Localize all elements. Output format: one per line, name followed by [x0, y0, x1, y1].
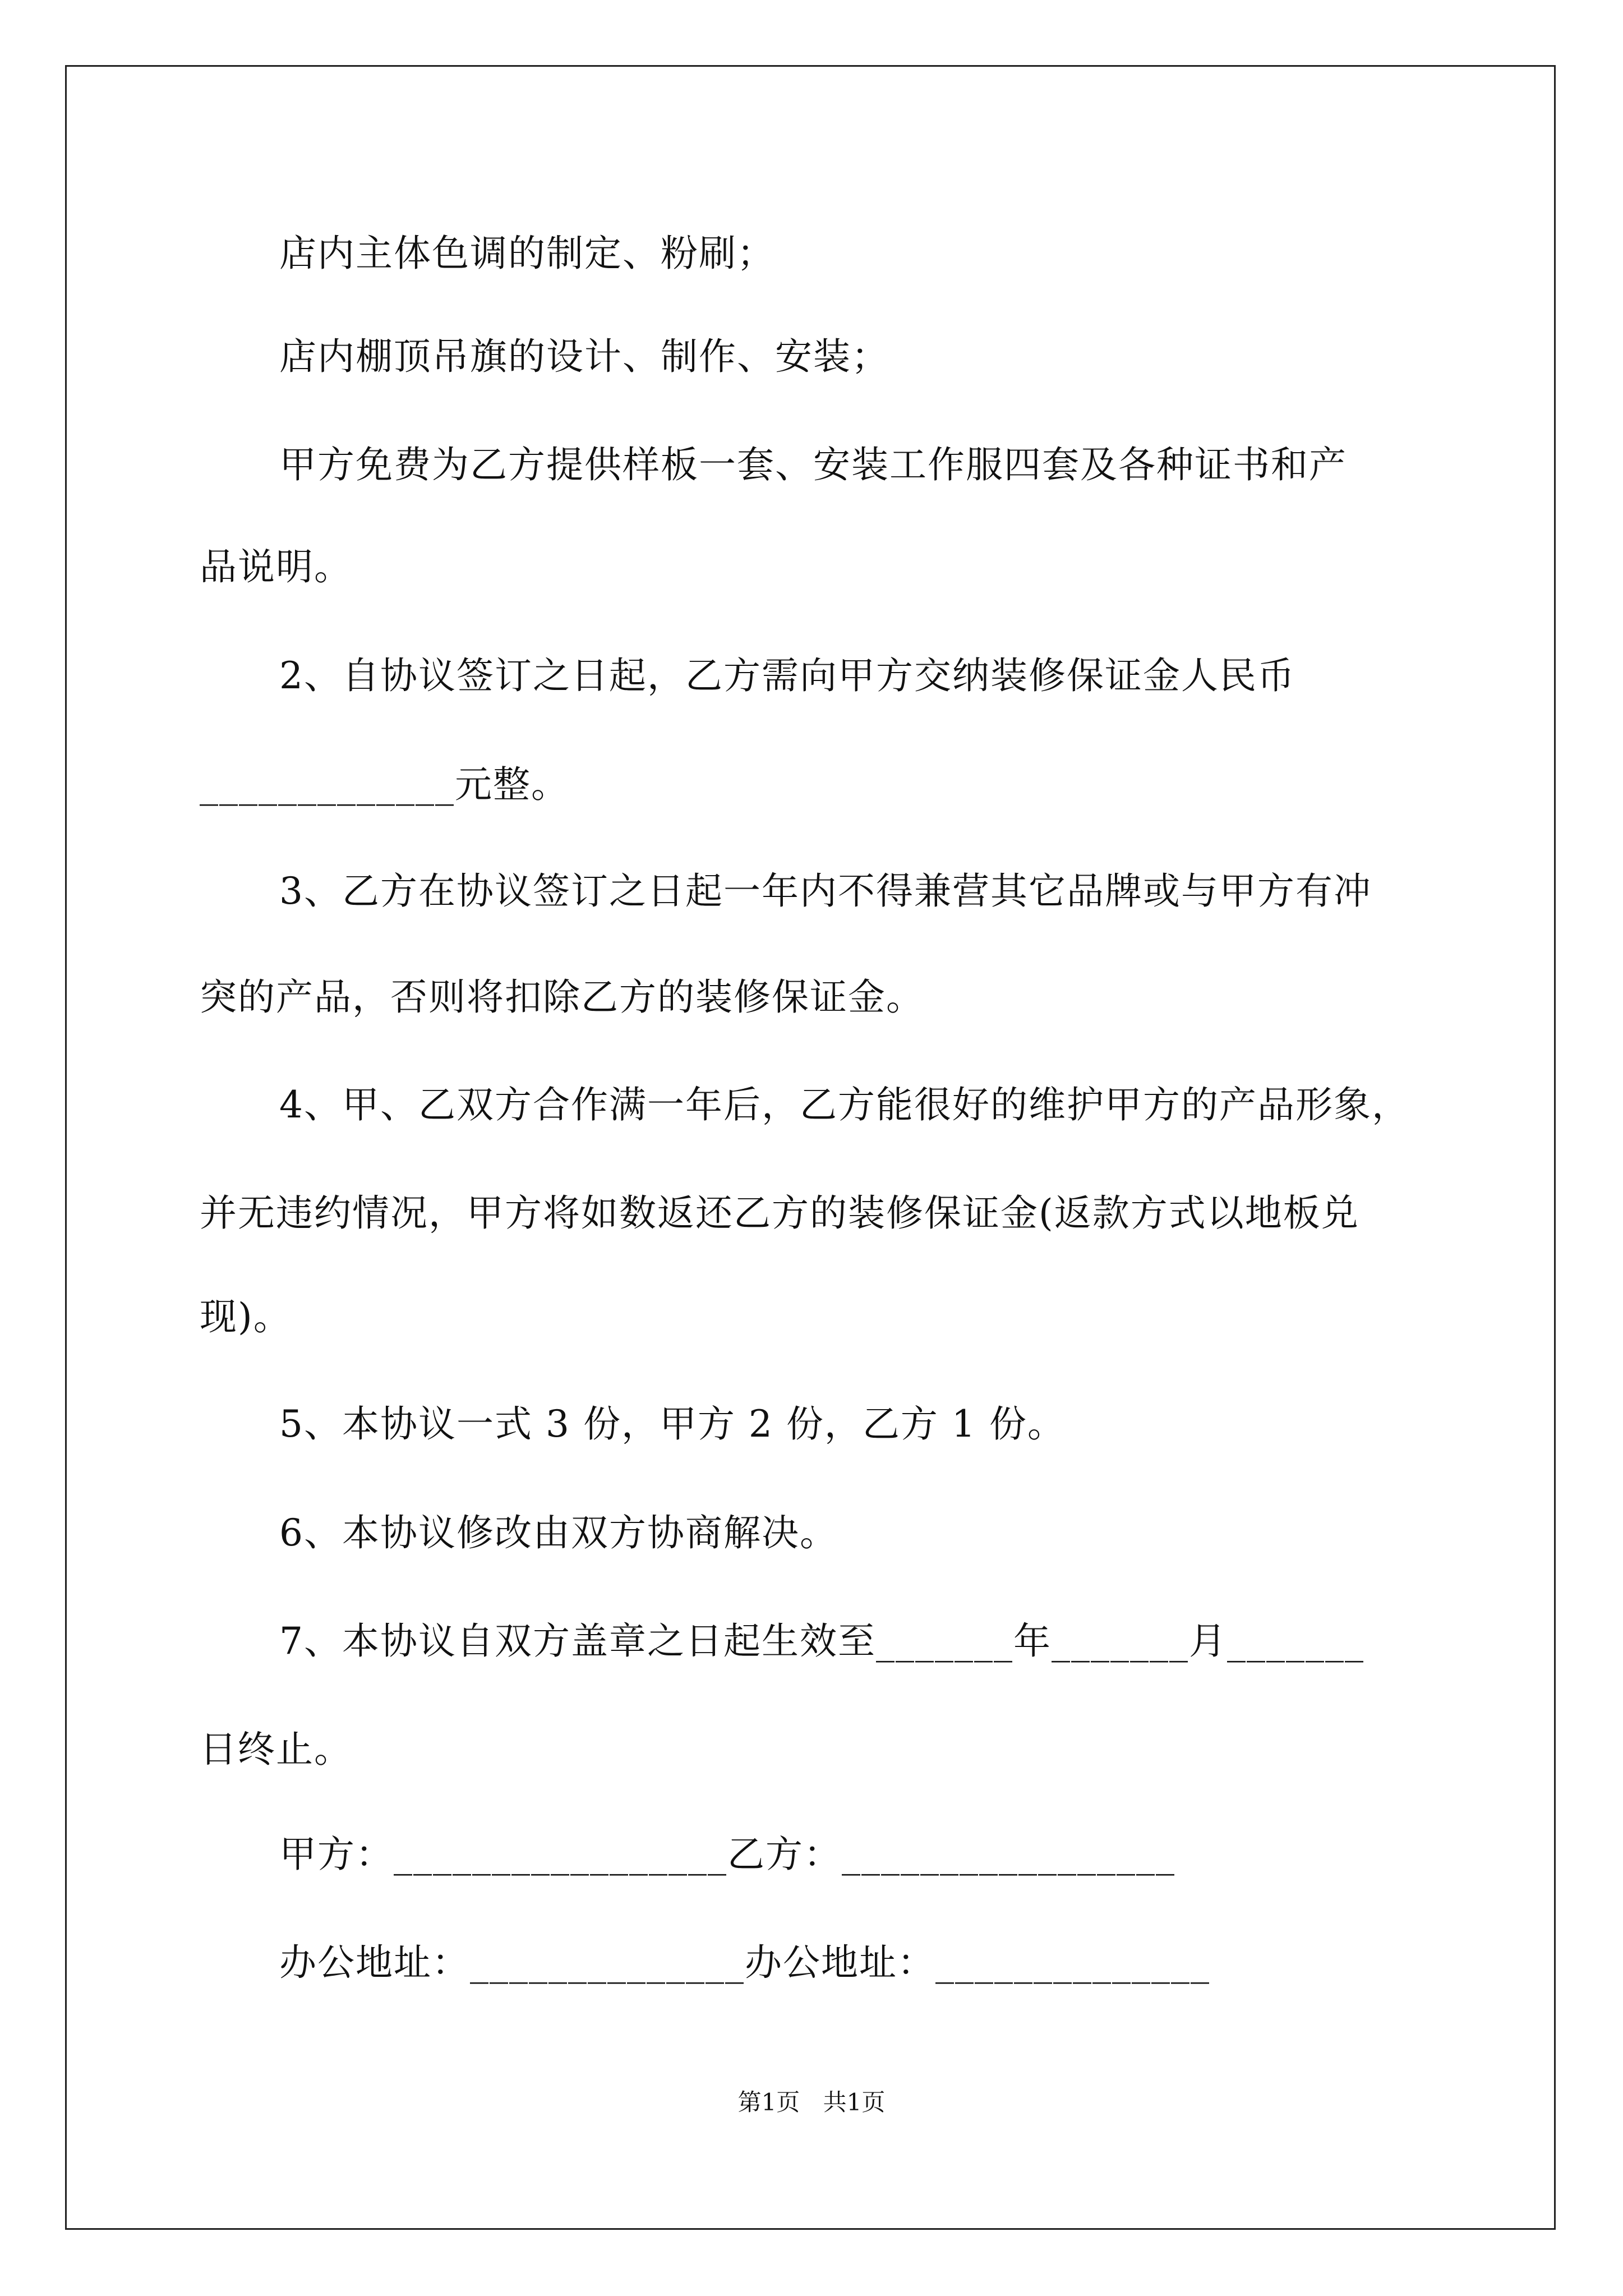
office-addresses: 办公地址：______________办公地址：______________	[279, 1941, 1210, 1984]
clause-2-line2: _____________元整。	[200, 763, 569, 806]
clause-4-line2: 并无违约情况，甲方将如数返还乙方的装修保证金(返款方式以地板兑	[200, 1191, 1359, 1235]
page-total: 共1页	[823, 2088, 886, 2116]
clause-6: 6、本协议修改由双方协商解决。	[279, 1511, 838, 1554]
page-border	[65, 65, 1556, 2230]
page-number: 第1页	[737, 2088, 800, 2116]
clause-4-line1: 4、甲、乙双方合作满一年后，乙方能很好的维护甲方的产品形象，	[279, 1083, 1410, 1126]
clause-2-line1: 2、自协议签订之日起，乙方需向甲方交纳装修保证金人民币	[279, 654, 1295, 697]
clause-5: 5、本协议一式 3 份，甲方 2 份，乙方 1 份。	[279, 1402, 1066, 1446]
signature-parties: 甲方：_________________乙方：_________________	[279, 1833, 1175, 1876]
clause-7-line2: 日终止。	[200, 1728, 352, 1771]
clause-4-line3: 现)。	[200, 1295, 292, 1338]
clause-free-samples-line2: 品说明。	[200, 545, 352, 588]
clause-7-line1: 7、本协议自双方盖章之日起生效至_______年_______月_______	[279, 1619, 1364, 1663]
clause-3-line1: 3、乙方在协议签订之日起一年内不得兼营其它品牌或与甲方有冲	[279, 869, 1372, 913]
clause-ceiling-banner: 店内棚顶吊旗的设计、制作、安装；	[279, 335, 889, 378]
clause-color-scheme: 店内主体色调的制定、粉刷；	[279, 232, 775, 275]
clause-3-line2: 突的产品，否则将扣除乙方的装修保证金。	[200, 976, 924, 1019]
clause-free-samples-line1: 甲方免费为乙方提供样板一套、安装工作服四套及各种证书和产	[279, 443, 1347, 486]
page-footer	[0, 2088, 1623, 2116]
